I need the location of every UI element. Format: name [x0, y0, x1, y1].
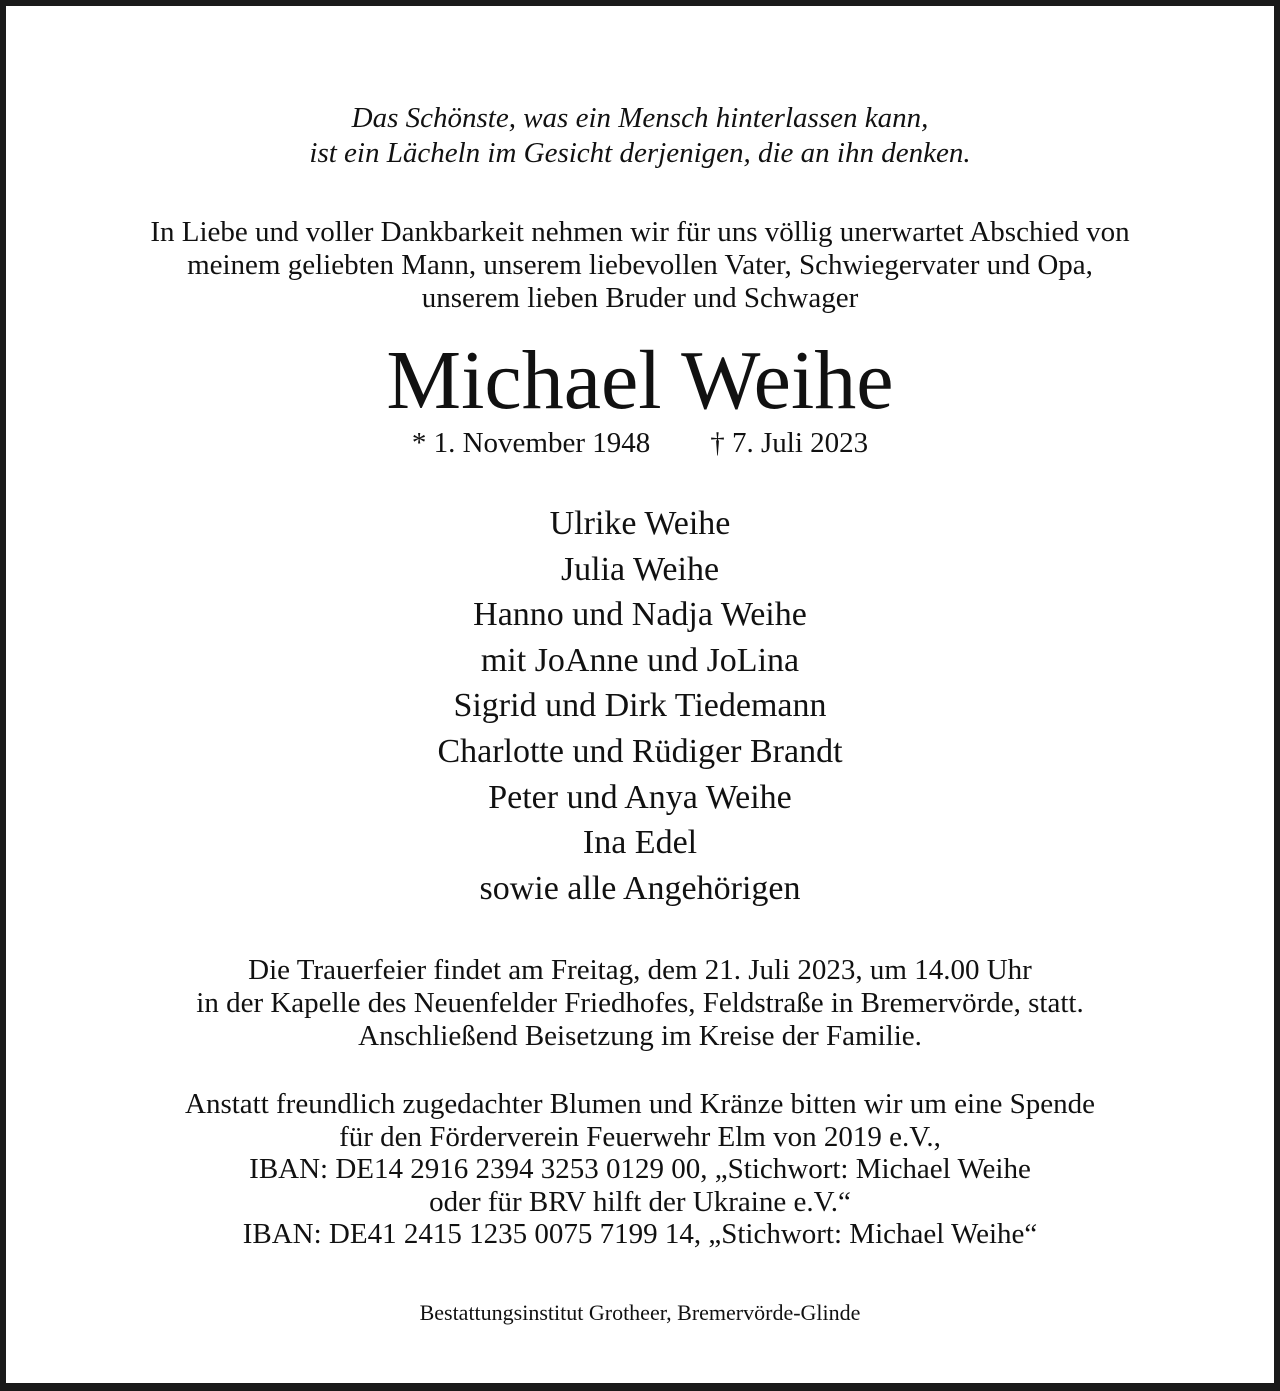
life-dates	[6, 426, 1274, 460]
intro-line: meinem geliebten Mann, unserem liebevollen Vater, Schwiegervater und Opa,	[187, 249, 1093, 281]
donation-line: oder für BRV hilft der Ukraine e.V.“	[429, 1185, 851, 1218]
intro-text	[6, 216, 1274, 315]
donation-iban: IBAN: DE14 2916 2394 3253 0129 00, „Stichwort: Michael Weihe	[249, 1153, 1031, 1185]
donation-request	[6, 1088, 1274, 1251]
mourner-name: Peter und Anya Weihe	[488, 778, 792, 816]
funeral-details	[6, 954, 1274, 1053]
mourner-name: sowie alle Angehörigen	[479, 869, 801, 907]
quote-line: ist ein Lächeln im Gesicht derjenigen, die an ihn denken.	[309, 137, 971, 169]
mourner-name: Sigrid und Dirk Tiedemann	[453, 687, 827, 725]
donation-iban: IBAN: DE41 2415 1235 0075 7199 14, „Stichwort: Michael Weihe“	[242, 1218, 1038, 1250]
obituary-notice	[6, 6, 1274, 1383]
mourners-list	[6, 501, 1274, 911]
undertaker-credit: Bestattungsinstitut Grotheer, Bremervörde-Glinde	[419, 1300, 861, 1325]
intro-line: In Liebe und voller Dankbarkeit nehmen wir für uns völlig unerwartet Abschied von	[150, 216, 1130, 248]
mourner-name: Hanno und Nadja Weihe	[473, 596, 807, 634]
birth-date: * 1. November 1948	[411, 427, 651, 459]
mourner-name: Julia Weihe	[560, 550, 720, 588]
quote-line: Das Schönste, was ein Mensch hinterlassen kann,	[351, 102, 929, 134]
death-date: † 7. Juli 2023	[710, 427, 869, 459]
deceased-name: Michael Weihe	[386, 334, 894, 427]
donation-line: für den Förderverein Feuerwehr Elm von 2019 e.V.,	[339, 1120, 941, 1153]
donation-line: Anstatt freundlich zugedachter Blumen und Kränze bitten wir um eine Spende	[185, 1088, 1095, 1120]
mourner-name: mit JoAnne und JoLina	[480, 641, 800, 679]
funeral-line: Anschließend Beisetzung im Kreise der Familie.	[358, 1020, 922, 1052]
mourner-name: Ulrike Weihe	[549, 505, 731, 542]
memorial-quote	[6, 101, 1274, 171]
mourner-name: Ina Edel	[582, 824, 698, 862]
mourner-name: Charlotte und Rüdiger Brandt	[437, 732, 843, 770]
intro-line: unserem lieben Bruder und Schwager	[421, 282, 859, 314]
funeral-line: in der Kapelle des Neuenfelder Friedhofes, Feldstraße in Bremervörde, statt.	[196, 987, 1084, 1019]
funeral-line: Die Trauerfeier findet am Freitag, dem 21. Juli 2023, um 14.00 Uhr	[248, 954, 1032, 986]
